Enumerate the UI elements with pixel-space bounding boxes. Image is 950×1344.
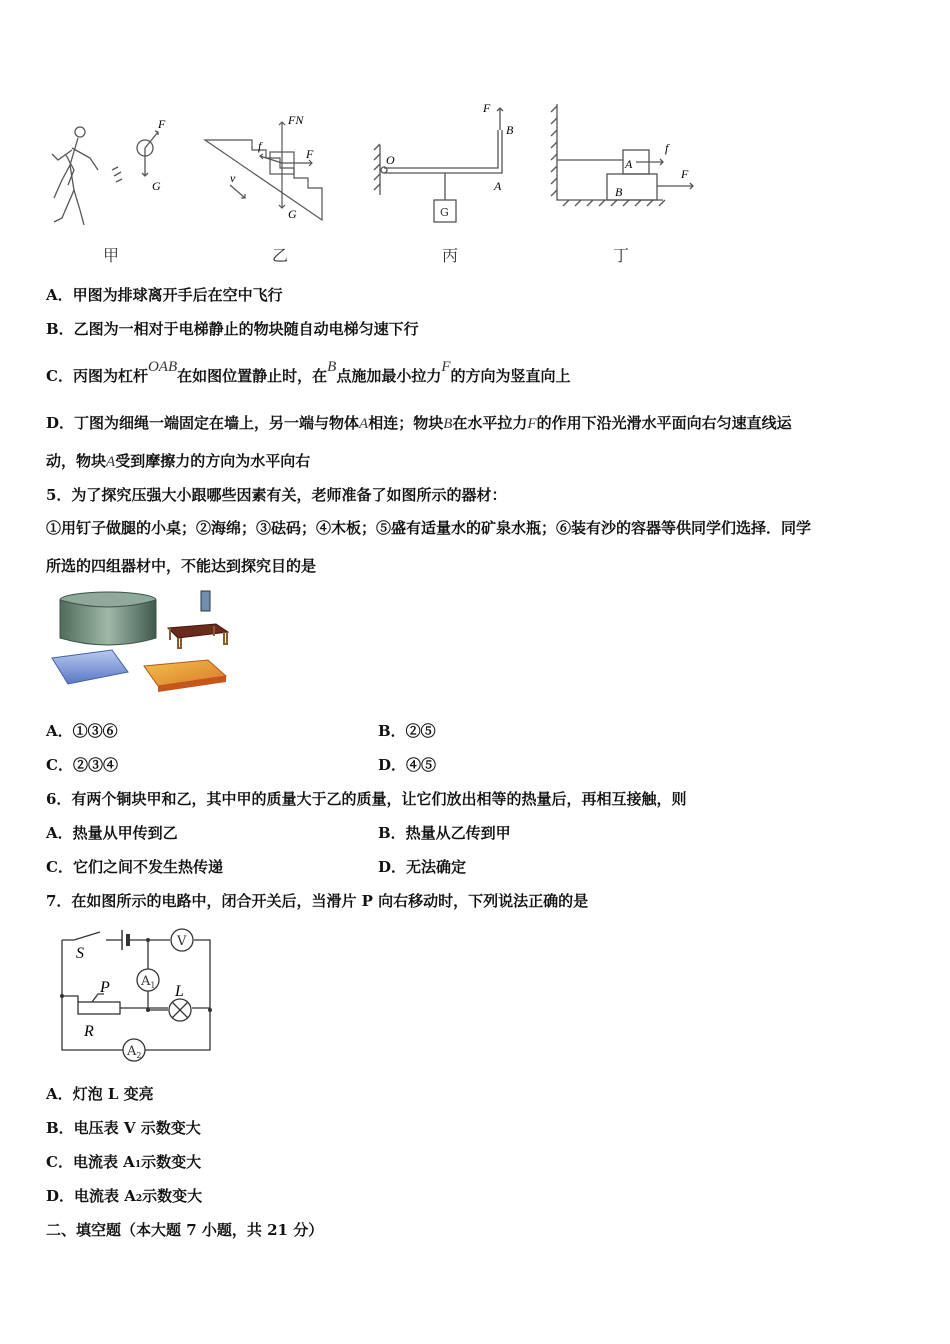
- q5-option-d: D．④⑤: [378, 756, 437, 774]
- jia-label-G: G: [152, 179, 161, 193]
- ding-label-A: A: [625, 157, 633, 171]
- circuit-label-L: L: [175, 983, 184, 1000]
- figure-jia-volleyball: [40, 110, 180, 235]
- bing-label-G: G: [440, 206, 449, 219]
- q7-option-d: D．电流表 A2示数变大: [46, 1187, 203, 1205]
- q6-option-d: D．无法确定: [378, 858, 467, 876]
- circuit-label-A2: $A_2$: [127, 1044, 142, 1060]
- figure-yi-escalator: [200, 110, 340, 235]
- q6-option-b: B．热量从乙传到甲: [378, 824, 511, 842]
- q4-option-b: B．乙图为一相对于电梯静止的物块随自动电梯匀速下行: [46, 320, 419, 338]
- q7-option-c: C．电流表 A1示数变大: [46, 1153, 202, 1171]
- q5-materials-image: [48, 588, 233, 696]
- q6-stem: 6．有两个铜块甲和乙，其中甲的质量大于乙的质量，让它们放出相等的热量后，再相互接触，则: [46, 790, 687, 808]
- yi-label-v: v: [230, 171, 236, 185]
- q4-option-d-line2: 动，物块A受到摩擦力的方向为水平向右: [46, 452, 311, 470]
- jia-label-F: F: [158, 117, 166, 131]
- circuit-label-S: S: [76, 945, 84, 962]
- bing-label-B: B: [506, 123, 514, 137]
- ding-label-B: B: [615, 185, 623, 199]
- caption-bing: 丙: [442, 246, 459, 265]
- q4-option-a: A．甲图为排球离开手后在空中飞行: [46, 286, 283, 304]
- q5-question: 所选的四组器材中，不能达到探究目的是: [46, 557, 317, 575]
- figure-ding-blocks: [545, 100, 705, 210]
- circuit-label-R: R: [84, 1023, 94, 1040]
- q7-circuit-diagram: [52, 922, 217, 1067]
- q5-materials: ①用钉子做腿的小桌；②海绵；③砝码；④木板；⑤盛有适量水的矿泉水瓶；⑥装有沙的容器等供同学们选择．同学: [46, 519, 812, 537]
- caption-yi: 乙: [272, 246, 289, 265]
- ding-label-f: f: [665, 141, 669, 155]
- yi-label-F: F: [306, 147, 314, 161]
- section-2-title: 二、填空题（本大题 7 小题，共 21 分）: [46, 1221, 324, 1239]
- q7-option-b: B．电压表 V 示数变大: [46, 1119, 201, 1137]
- bing-label-O: O: [386, 153, 395, 167]
- caption-jia: 甲: [103, 246, 120, 265]
- q7-option-a: A．灯泡 L 变亮: [46, 1085, 154, 1103]
- circuit-label-V: V: [177, 934, 187, 949]
- q5-option-c: C．②③④: [46, 756, 118, 774]
- q6-option-a: A．热量从甲传到乙: [46, 824, 178, 842]
- q4-option-d-line1: D．丁图为细绳一端固定在墙上，另一端与物体A相连；物块B在水平拉力F的作用下沿光滑水平面向右匀速直线运: [46, 414, 792, 432]
- q5-stem: 5．为了探究压强大小跟哪些因素有关，老师准备了如图所示的器材：: [46, 486, 507, 504]
- q7-stem: 7．在如图所示的电路中，闭合开关后，当滑片 P 向右移动时，下列说法正确的是: [46, 892, 589, 910]
- yi-label-FN: FN: [288, 113, 304, 127]
- yi-label-f: f: [258, 139, 262, 153]
- bing-label-A: A: [494, 179, 502, 193]
- q6-option-c: C．它们之间不发生热传递: [46, 858, 223, 876]
- circuit-label-A1: $A_1$: [141, 974, 156, 990]
- bing-label-F: F: [483, 101, 491, 115]
- yi-label-G: G: [288, 207, 297, 221]
- q5-option-a: A．①③⑥: [46, 722, 118, 740]
- caption-ding: 丁: [613, 246, 630, 265]
- q5-option-b: B．②⑤: [378, 722, 436, 740]
- ding-label-F: F: [681, 167, 689, 181]
- circuit-label-P: P: [100, 979, 110, 996]
- q4-option-c: C．丙图为杠杆OAB在如图位置静止时，在B点施加最小拉力F的方向为竖直向上: [46, 359, 571, 385]
- figure-bing-lever: [370, 100, 530, 235]
